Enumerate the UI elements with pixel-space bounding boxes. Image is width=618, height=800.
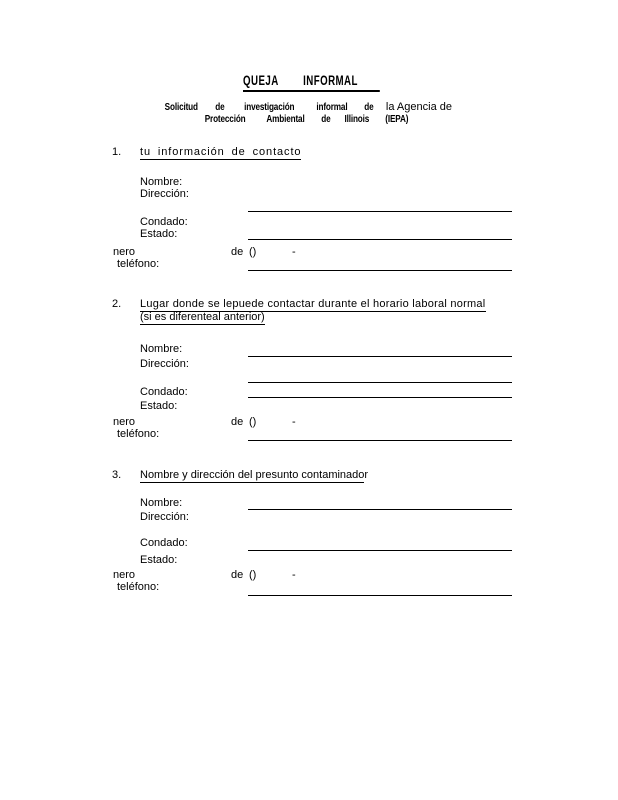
label-estado: Estado:	[140, 554, 178, 566]
field-line-direccion[interactable]	[248, 382, 512, 383]
phone-dash: -	[292, 246, 296, 258]
section-3-number: 3.	[112, 469, 122, 481]
subtitle-word: de	[214, 101, 225, 113]
section-2-heading-line2: (si es diferenteal anterior)	[140, 311, 265, 323]
subtitle-line-2	[199, 113, 412, 125]
subtitle-word: Ambiental	[266, 113, 305, 125]
field-line-telefono[interactable]	[248, 595, 512, 596]
title-word-2: INFORMAL	[303, 73, 358, 88]
field-line-condado[interactable]	[248, 397, 512, 398]
phone-label-de: de	[231, 246, 244, 258]
label-condado: Condado:	[140, 537, 188, 549]
label-estado: Estado:	[140, 228, 178, 240]
subtitle-word: investigación	[243, 101, 294, 113]
subtitle-word: de	[320, 113, 331, 125]
document-title-underline	[243, 73, 379, 92]
label-condado: Condado:	[140, 386, 188, 398]
subtitle-word: Solicitud	[164, 101, 198, 113]
label-direccion: Dirección:	[140, 511, 189, 523]
subtitle-word: Illinois	[344, 113, 370, 125]
section-1-heading: tu información de contacto	[140, 146, 302, 158]
label-condado: Condado:	[140, 216, 188, 228]
section-1-number: 1.	[112, 146, 122, 158]
phone-label-clipped: nero	[113, 416, 136, 428]
field-line-telefono[interactable]	[248, 270, 512, 271]
phone-label-line2: teléfono:	[117, 428, 160, 440]
field-line-nombre[interactable]	[248, 356, 512, 357]
phone-label-clipped: nero	[113, 569, 136, 581]
phone-label-line2: teléfono:	[117, 258, 160, 270]
field-line-condado[interactable]	[248, 550, 512, 551]
phone-area-code-parens: ()	[249, 246, 257, 258]
label-nombre: Nombre:	[140, 497, 183, 509]
subtitle-iepa-abbrev: (IEPA)	[385, 113, 409, 125]
subtitle-word: Protección	[204, 113, 246, 125]
label-estado: Estado:	[140, 400, 178, 412]
phone-area-code-parens: ()	[249, 569, 257, 581]
section-2-number: 2.	[112, 298, 122, 310]
phone-label-de: de	[231, 416, 244, 428]
section-2-heading-line1: Lugar donde se lepuede contactar durante el horario laboral normal	[140, 298, 486, 310]
label-direccion: Dirección:	[140, 358, 189, 370]
section-3-heading-tail: r	[364, 469, 369, 481]
subtitle-line-1	[160, 101, 452, 113]
label-direccion: Dirección:	[140, 188, 189, 200]
document-title	[243, 72, 433, 92]
title-word-1: QUEJA	[243, 73, 279, 88]
field-line-estado[interactable]	[248, 239, 512, 240]
phone-dash: -	[292, 569, 296, 581]
label-nombre: Nombre:	[140, 343, 183, 355]
phone-dash: -	[292, 416, 296, 428]
phone-area-code-parens: ()	[249, 416, 257, 428]
section-3-heading: Nombre y dirección del presunto contaminador	[140, 469, 369, 481]
phone-label-clipped: nero	[113, 246, 136, 258]
phone-label-de: de	[231, 569, 244, 581]
label-nombre: Nombre:	[140, 176, 183, 188]
subtitle-word: informal	[316, 101, 348, 113]
field-line-telefono[interactable]	[248, 440, 512, 441]
subtitle-word: de	[364, 101, 374, 113]
field-line-direccion[interactable]	[248, 211, 512, 212]
field-line-nombre[interactable]	[248, 509, 512, 510]
phone-label-line2: teléfono:	[117, 581, 160, 593]
subtitle-agency-text: la Agencia de	[385, 101, 452, 113]
